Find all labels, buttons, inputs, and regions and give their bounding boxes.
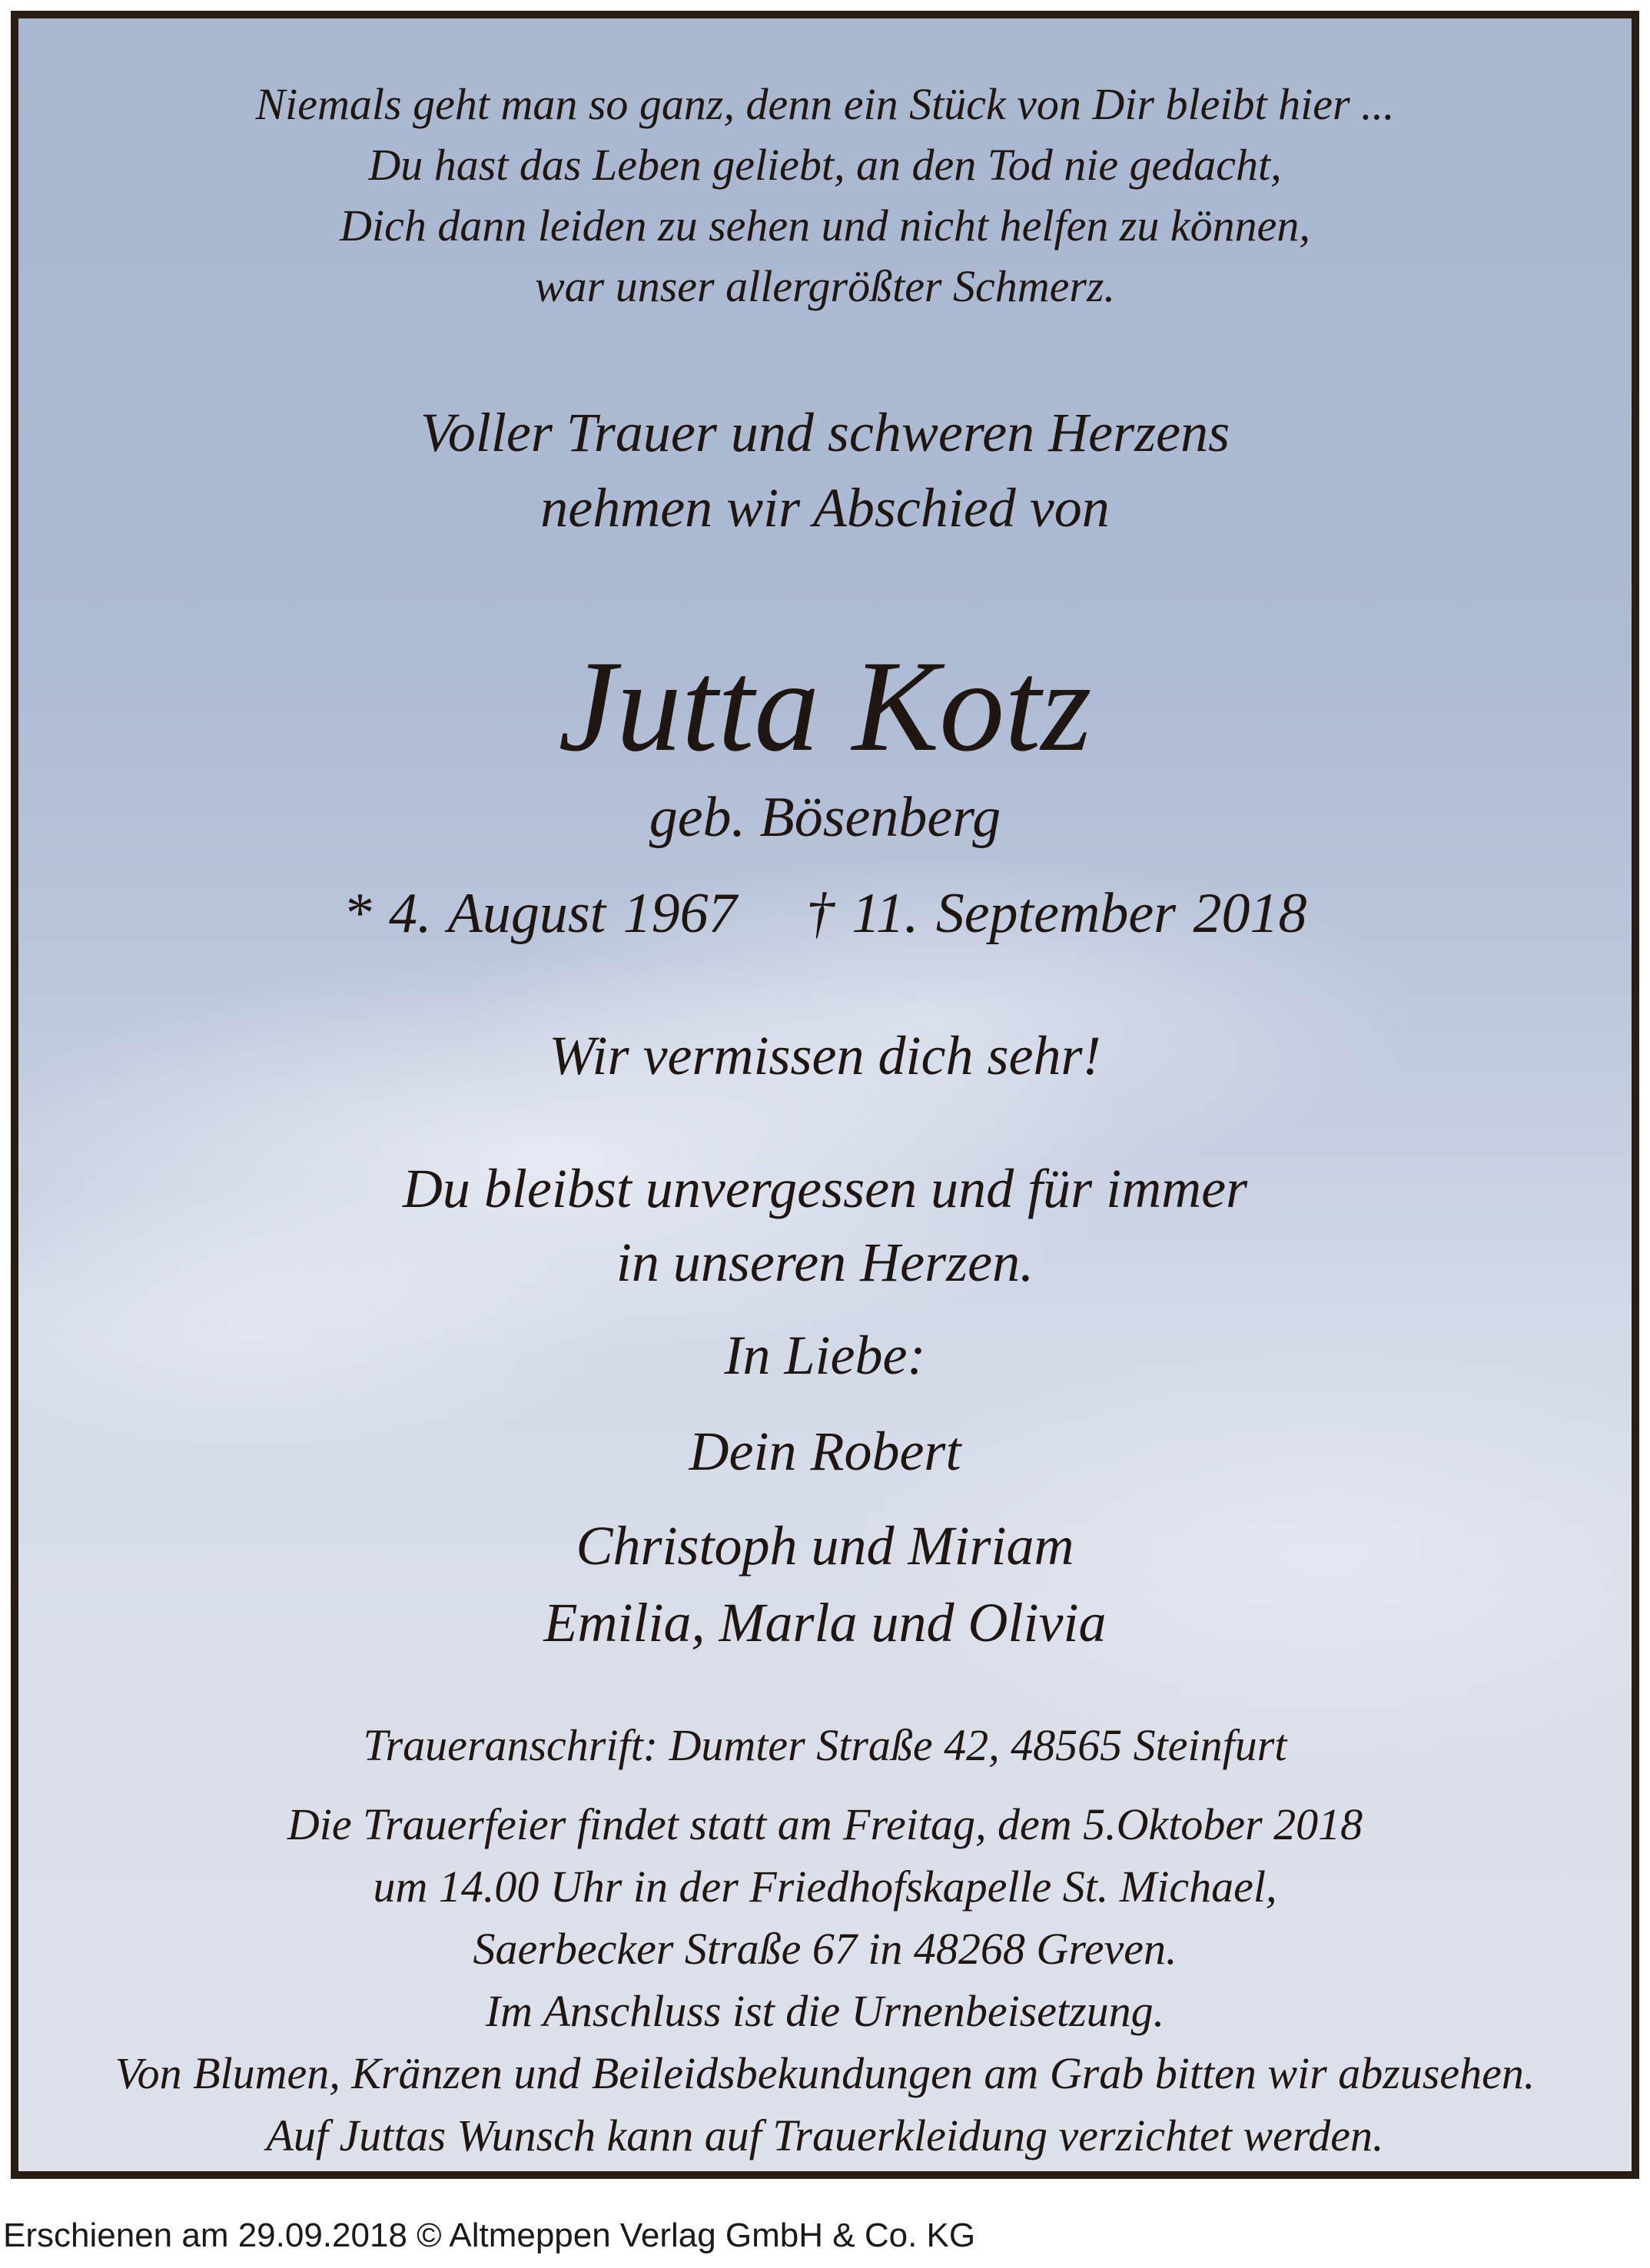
intro: [18, 395, 1632, 545]
birth-date: * 4. August 1967: [343, 882, 737, 945]
poem-line: war unser allergrößter Schmerz.: [534, 261, 1116, 311]
signatory: Emilia, Marla und Olivia: [543, 1592, 1107, 1653]
funeral-detail-line: Auf Juttas Wunsch kann auf Trauerkleidung verzichtet werden.: [266, 2110, 1384, 2160]
publication-footer: Erschienen am 29.09.2018 © Altmeppen Verlag GmbH & Co. KG: [3, 2217, 976, 2254]
funeral-detail-line: Von Blumen, Kränzen und Beileidsbekundungen am Grab bitten wir abzusehen.: [115, 2048, 1535, 2098]
intro-line: Voller Trauer und schweren Herzens: [420, 402, 1230, 463]
signatories-family: [18, 1507, 1632, 1661]
love-line: [18, 1321, 1632, 1390]
love-line-text: In Liebe:: [724, 1325, 926, 1386]
forever-line: Du bleibst unvergessen und für immer: [402, 1158, 1248, 1219]
obituary-notice: [11, 11, 1639, 2179]
signatory: Christoph und Miriam: [576, 1515, 1074, 1577]
deceased-name: [18, 633, 1632, 779]
mourning-address: [18, 1715, 1632, 1776]
signatory: Dein Robert: [689, 1421, 961, 1482]
life-dates: [18, 879, 1632, 948]
funeral-detail-line: Im Anschluss ist die Urnenbeisetzung.: [485, 1986, 1165, 2036]
miss-line-text: Wir vermissen dich sehr!: [549, 1025, 1101, 1086]
poem: [18, 74, 1632, 317]
mourning-address-text: Traueranschrift: Dumter Straße 42, 48565 Steinfurt: [363, 1720, 1287, 1770]
deceased-name-text: Jutta Kotz: [558, 634, 1092, 778]
funeral-details: [18, 1793, 1632, 2167]
intro-line: nehmen wir Abschied von: [540, 477, 1110, 539]
miss-line: [18, 1021, 1632, 1090]
maiden-name: [18, 783, 1632, 852]
maiden-name-text: geb. Bösenberg: [649, 786, 1001, 849]
funeral-detail-line: Saerbecker Straße 67 in 48268 Greven.: [473, 1924, 1177, 1974]
death-date: † 11. September 2018: [805, 882, 1307, 945]
life-dates-line: [18, 879, 1632, 948]
poem-line: Du hast das Leben geliebt, an den Tod nie gedacht,: [368, 140, 1282, 190]
poem-line: Dich dann leiden zu sehen und nicht helfen zu können,: [340, 201, 1310, 250]
forever-line: in unseren Herzen.: [616, 1232, 1034, 1293]
forever-lines: [18, 1152, 1632, 1299]
funeral-detail-line: um 14.00 Uhr in der Friedhofskapelle St. Michael,: [373, 1862, 1277, 1912]
funeral-detail-line: Die Trauerfeier findet statt am Freitag, dem 5.Oktober 2018: [287, 1799, 1363, 1849]
signatory-primary: [18, 1417, 1632, 1486]
poem-line: Niemals geht man so ganz, denn ein Stück von Dir bleibt hier ...: [255, 79, 1395, 129]
